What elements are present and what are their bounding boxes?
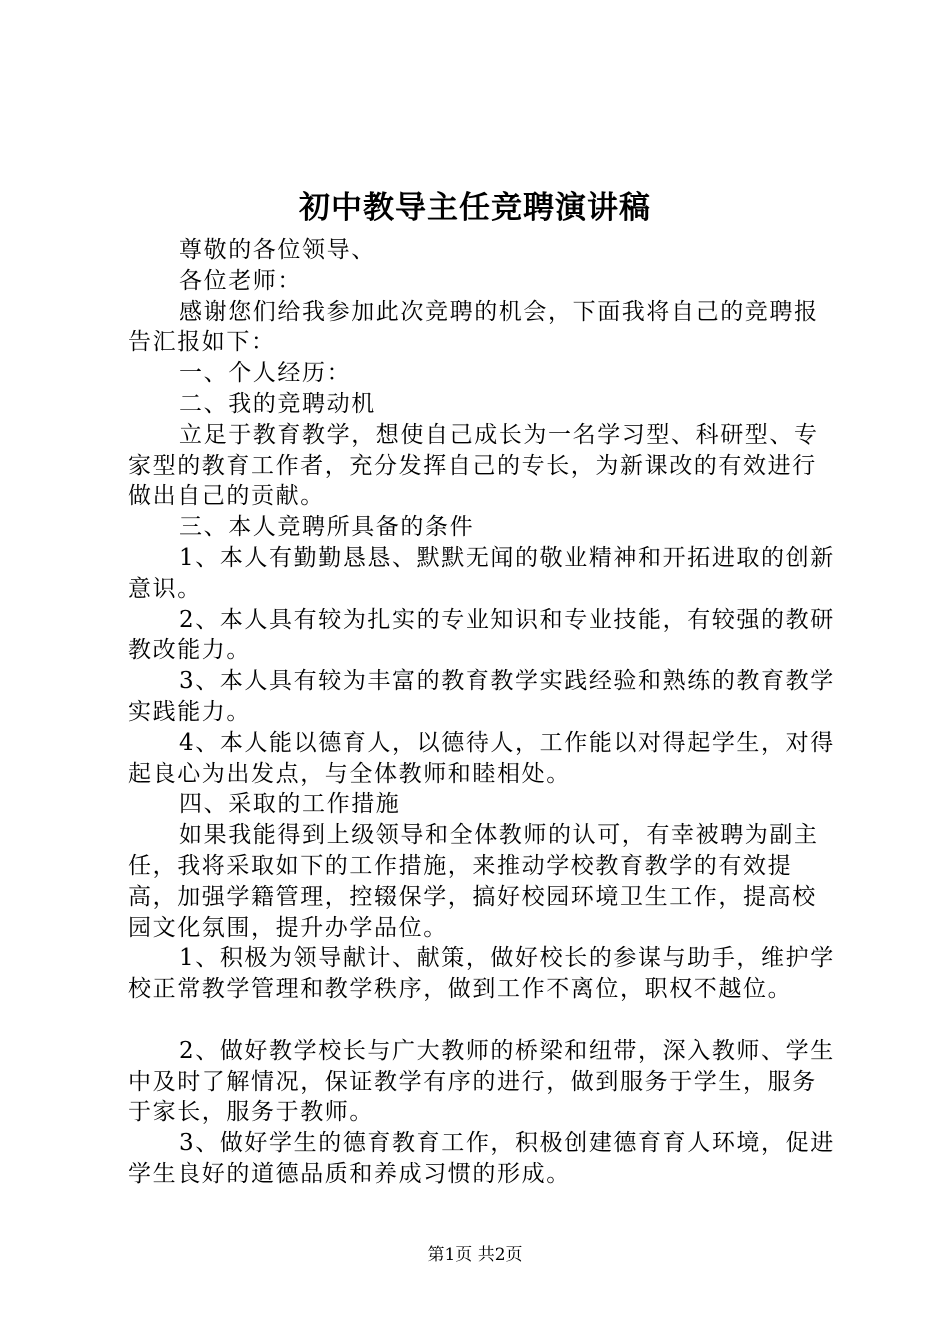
paragraph-spacer — [128, 1005, 838, 1036]
section-heading: 三、本人竞聘所具备的条件 — [179, 514, 475, 541]
document-title: 初中教导主任竞聘演讲稿 — [299, 190, 651, 226]
document-body — [128, 235, 838, 1190]
page-footer: 第1页 共2页 — [427, 1245, 523, 1265]
list-item: 4、本人能以德育人，以德待人，工作能以对得起学生，对得起良心为出发点，与全体教师和睦相处。 — [128, 729, 835, 787]
list-item: 3、本人具有较为丰富的教育教学实践经验和熟练的教育教学实践能力。 — [128, 668, 835, 725]
section-heading: 四、采取的工作措施 — [179, 791, 401, 818]
list-item: 1、积极为领导献计、献策，做好校长的参谋与助手，维护学校正常教学管理和教学秩序，做到工作不离位，职权不越位。 — [128, 945, 835, 1003]
list-item: 3、做好学生的德育教育工作，积极创建德育育人环境，促进学生良好的道德品质和养成习惯的形成。 — [128, 1130, 835, 1187]
body-paragraph: 立足于教育教学，想使自己成长为一名学习型、科研型、专家型的教育工作者，充分发挥自己的专长，为新课改的有效进行做出自己的贡献。 — [128, 421, 819, 510]
section-heading: 二、我的竞聘动机 — [179, 390, 376, 417]
section-heading: 一、个人经历： — [179, 360, 352, 387]
list-item: 2、做好教学校长与广大教师的桥梁和纽带，深入教师、学生中及时了解情况，保证教学有序的进行，做到服务于学生，服务于家长，服务于教师。 — [128, 1037, 835, 1126]
greeting-line: 各位老师： — [179, 267, 302, 294]
body-paragraph: 感谢您们给我参加此次竞聘的机会，下面我将自己的竞聘报告汇报如下： — [128, 298, 819, 356]
greeting-line: 尊敬的各位领导、 — [179, 237, 376, 263]
list-item: 1、本人有勤勤恳恳、默默无闻的敬业精神和开拓进取的创新意识。 — [128, 544, 835, 602]
body-paragraph: 如果我能得到上级领导和全体教师的认可，有幸被聘为副主任，我将采取如下的工作措施，来推动学校教育教学的有效提高，加强学籍管理，控辍保学，搞好校园环境卫生工作，提高校园文化氛围，提升办学品位。 — [128, 822, 819, 941]
list-item: 2、本人具有较为扎实的专业知识和专业技能，有较强的教研教改能力。 — [128, 606, 835, 664]
